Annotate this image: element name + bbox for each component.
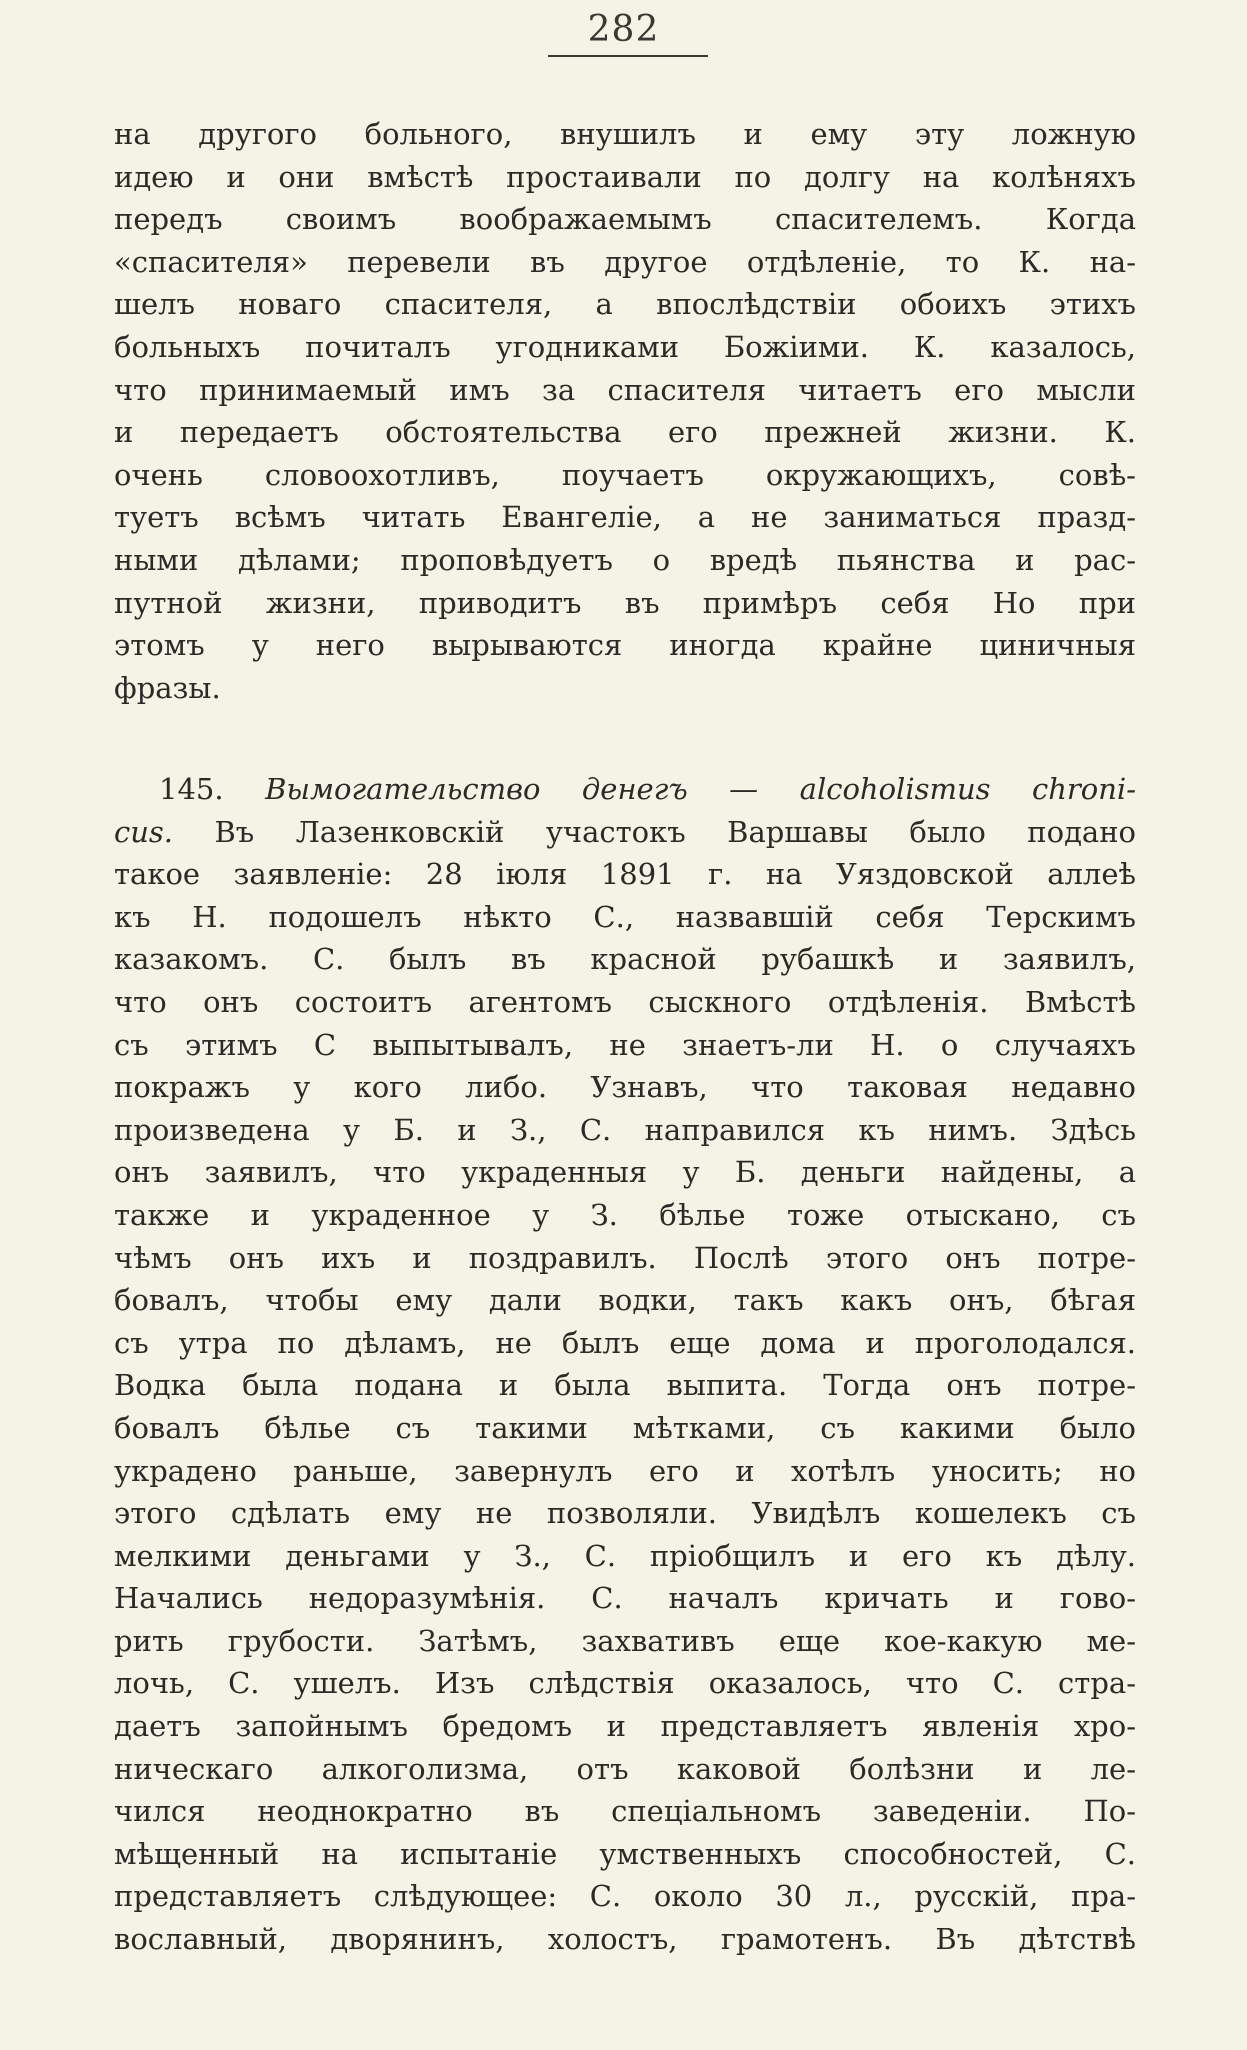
text-line: съ этимъ С выпытывалъ, не знаетъ-ли Н. о случаяхъ [114, 1027, 1136, 1062]
text-line: бовалъ бѣлье съ такими мѣтками, съ какими было [114, 1410, 1136, 1445]
case-number: 145. [159, 772, 224, 806]
case-title-continued: cus. [114, 814, 174, 849]
text-line: лочь, С. ушелъ. Изъ слѣдствія оказалось, что С. стра- [114, 1666, 1136, 1701]
text-line: покражъ у кого либо. Узнавъ, что таковая недавно [114, 1070, 1136, 1105]
text-line: этомъ у него вырываются иногда крайне циничныя [114, 628, 1136, 663]
text-line: на другого больного, внушилъ и ему эту ложную [114, 117, 1136, 151]
text-line: шелъ новаго спасителя, а впослѣдствіи обоихъ этихъ [114, 287, 1136, 322]
text-line: рить грубости. Затѣмъ, захвативъ еще кое-какую ме- [114, 1623, 1136, 1658]
text-line: съ утра по дѣламъ, не былъ еще дома и проголодался. [114, 1325, 1136, 1360]
text-line: бовалъ, чтобы ему дали водки, такъ какъ онъ, бѣгая [114, 1283, 1136, 1318]
case-heading-line-2 [114, 811, 1136, 854]
text-line: чѣмъ онъ ихъ и поздравилъ. Послѣ этого онъ потре- [114, 1240, 1136, 1275]
text-line: украдено раньше, завернулъ его и хотѣлъ уносить; но [114, 1453, 1136, 1488]
case-title: Вымогательство денегъ — alcoholismus chroni- [265, 772, 1137, 806]
text-line: вославный, дворянинъ, холостъ, грамотенъ. Въ дѣтствѣ [114, 1922, 1136, 1957]
text-line: также и украденное у З. бѣлье тоже отыскано, съ [114, 1197, 1136, 1232]
paragraph-1 [114, 113, 1136, 709]
text-line: произведена у Б. и З., С. направился къ нимъ. Здѣсь [114, 1112, 1136, 1147]
text-line: мѣщенный на испытаніе умственныхъ способностей, С. [114, 1836, 1136, 1871]
case-heading-line [114, 768, 1136, 811]
text-line: ническаго алкоголизма, отъ каковой болѣзни и ле- [114, 1751, 1136, 1786]
text-line: передъ своимъ воображаемымъ спасителемъ. Когда [114, 202, 1136, 237]
text-line: путной жизни, приводитъ въ примѣръ себя Но при [114, 585, 1136, 620]
text-line: даетъ запойнымъ бредомъ и представляетъ явленія хро- [114, 1709, 1136, 1744]
text-line: этого сдѣлать ему не позволяли. Увидѣлъ кошелекъ съ [114, 1496, 1136, 1531]
text-line: больныхъ почиталъ угодниками Божіими. К. казалось, [114, 329, 1136, 364]
text-line: «спасителя» перевели въ другое отдѣленіе, то К. на- [114, 244, 1136, 279]
text-line: Водка была подана и была выпита. Тогда онъ потре- [114, 1368, 1136, 1403]
text-line: очень словоохотливъ, поучаетъ окружающихъ, совѣ- [114, 457, 1136, 492]
text-line: мелкими деньгами у З., С. пріобщилъ и его къ дѣлу. [114, 1538, 1136, 1573]
text-line: что принимаемый имъ за спасителя читаетъ его мысли [114, 372, 1136, 407]
text-line: и передаетъ обстоятельства его прежней жизни. К. [114, 415, 1136, 450]
text-line: казакомъ. С. былъ въ красной рубашкѣ и заявилъ, [114, 942, 1136, 977]
text-line: туетъ всѣмъ читать Евангеліе, а не заниматься празд- [114, 500, 1136, 535]
text-line: чился неоднократно въ спеціальномъ заведеніи. По- [114, 1794, 1136, 1829]
case-first-line-text: Въ Лазенковскій участокъ Варшавы было подано [173, 814, 1136, 849]
text-line: къ Н. подошелъ нѣкто С., назвавшій себя Терскимъ [114, 899, 1136, 934]
text-line: представляетъ слѣдующее: С. около 30 л., русскій, пра- [114, 1879, 1136, 1914]
header-rule [548, 55, 708, 57]
text-line: такое заявленіе: 28 іюля 1891 г. на Уяздовской аллеѣ [114, 857, 1136, 892]
paragraph-2 [114, 768, 1136, 1961]
page-number: 282 [587, 9, 660, 50]
text-line: идею и они вмѣстѣ простаивали по долгу на колѣняхъ [114, 159, 1136, 194]
text-line: фразы. [114, 670, 221, 705]
text-line: ными дѣлами; проповѣдуетъ о вредѣ пьянства и рас- [114, 542, 1136, 577]
text-line: Начались недоразумѣнія. С. началъ кричать и гово- [114, 1581, 1136, 1616]
text-line: что онъ состоитъ агентомъ сыскного отдѣленія. Вмѣстѣ [114, 984, 1136, 1019]
text-line: онъ заявилъ, что украденныя у Б. деньги найдены, а [114, 1155, 1136, 1190]
